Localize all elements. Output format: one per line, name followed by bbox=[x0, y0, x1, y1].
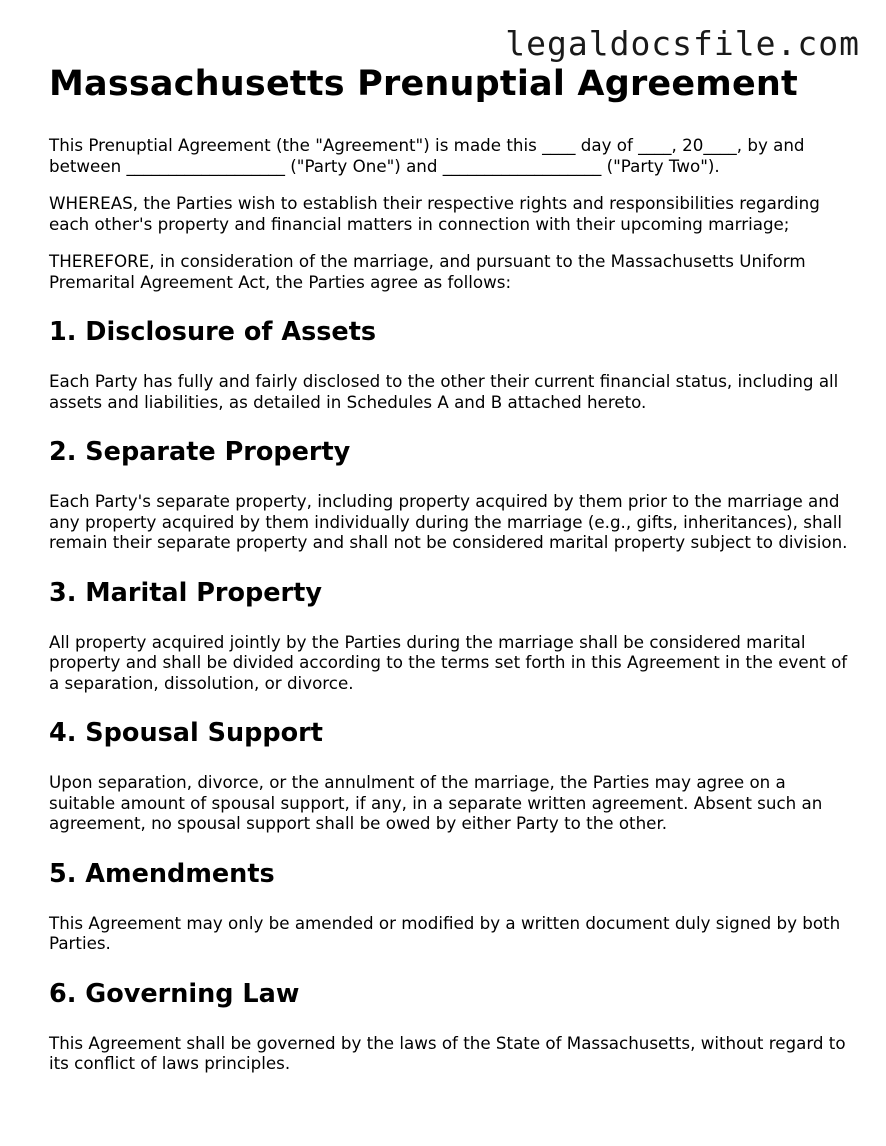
section-heading: 5. Amendments bbox=[49, 858, 275, 889]
document-page bbox=[49, 62, 849, 1091]
section-separate-property bbox=[49, 437, 849, 553]
section-governing-law bbox=[49, 979, 849, 1074]
intro-paragraph: This Prenuptial Agreement (the "Agreement") is made this ____ day of ____, 20____, by and between ___________________ ("Party One") and ___________________ ("Party Two"). bbox=[49, 135, 805, 176]
section-heading: 4. Spousal Support bbox=[49, 718, 323, 748]
section-body: Each Party's separate property, including property acquired by them prior to the marriage and any property acquired by them individually during the marriage (e.g., gifts, inheritances), shall remain their separate property and shall not be considered marital property subject to division. bbox=[49, 491, 848, 552]
section-body: This Agreement shall be governed by the laws of the State of Massachusetts, without regard to its conflict of laws principles. bbox=[49, 1032, 846, 1073]
document-title: Massachusetts Prenuptial Agreement bbox=[49, 64, 798, 104]
section-disclosure bbox=[49, 317, 849, 412]
section-body: Upon separation, divorce, or the annulment of the marriage, the Parties may agree on a suitable amount of spousal support, if any, in a separate written agreement. Absent such an agreement, no spousal support shall be owed by either Party to the other. bbox=[49, 772, 823, 833]
section-body: All property acquired jointly by the Parties during the marriage shall be considered marital property and shall be divided according to the terms set forth in this Agreement in the event of a separation, dissolution, or divorce. bbox=[49, 631, 848, 693]
section-spousal-support bbox=[49, 718, 849, 834]
site-watermark: legaldocsfile.com bbox=[505, 24, 860, 63]
therefore-paragraph: THEREFORE, in consideration of the marriage, and pursuant to the Massachusetts Uniform Premarital Agreement Act, the Parties agree as follows: bbox=[49, 251, 806, 292]
section-amendments bbox=[49, 859, 849, 954]
section-heading: 1. Disclosure of Assets bbox=[49, 317, 377, 347]
whereas-paragraph: WHEREAS, the Parties wish to establish their respective rights and responsibilities regarding each other's property and financial matters in connection with their upcoming marriage; bbox=[49, 193, 820, 234]
section-heading: 2. Separate Property bbox=[49, 437, 351, 467]
section-body: Each Party has fully and fairly disclosed to the other their current financial status, including all assets and liabilities, as detailed in Schedules A and B attached hereto. bbox=[49, 371, 839, 412]
section-heading: 3. Marital Property bbox=[49, 577, 322, 608]
section-body: This Agreement may only be amended or modified by a written document duly signed by both Parties. bbox=[49, 912, 841, 953]
section-marital-property bbox=[49, 578, 849, 694]
section-heading: 6. Governing Law bbox=[49, 978, 300, 1009]
